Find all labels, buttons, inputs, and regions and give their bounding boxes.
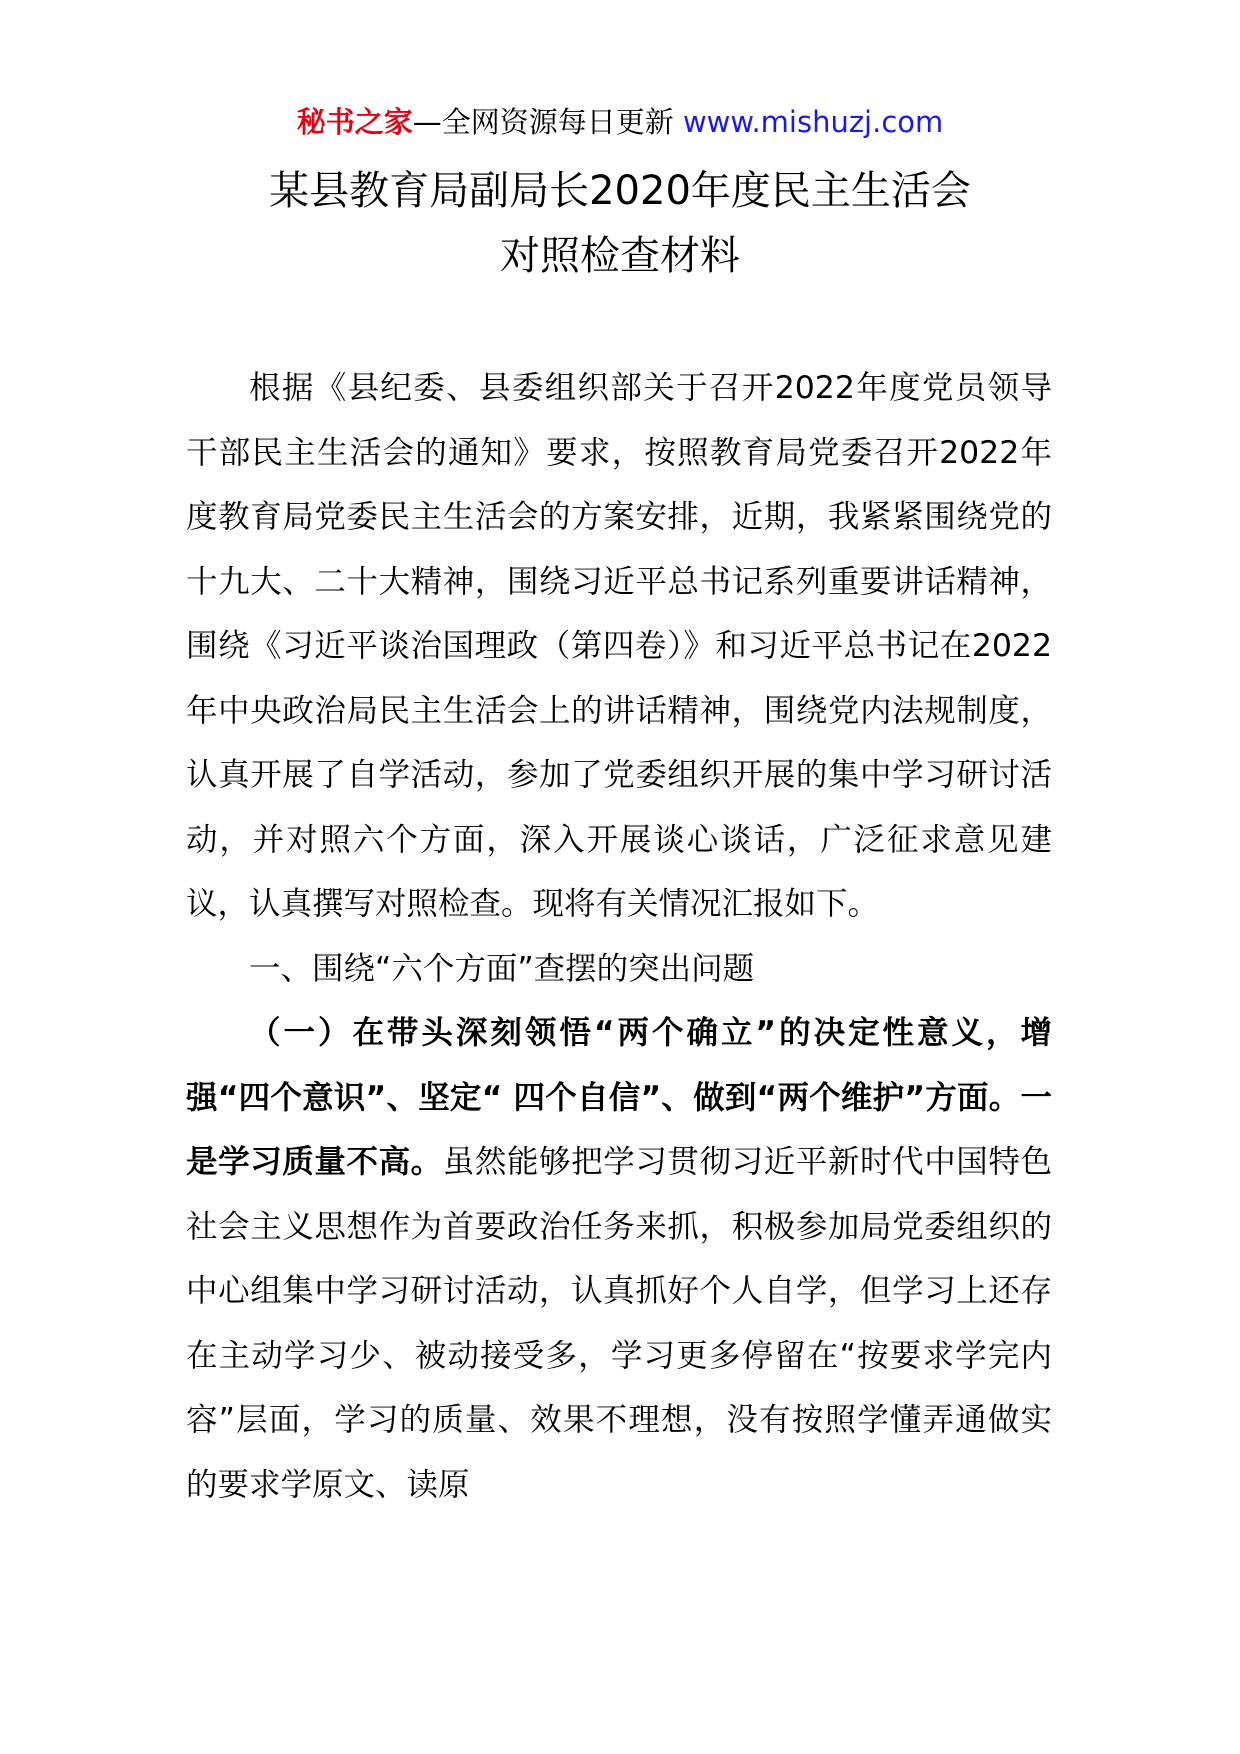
site-slogan: —全网资源每日更新 — [412, 105, 683, 139]
section-heading: 一、围绕“六个方面”查摆的突出问题 — [249, 950, 755, 987]
document-body — [186, 356, 1052, 1517]
subsection-heading: （一）在带头深刻领悟“两个确立”的决定性意义，增强“四个意识”、坚定“ 四个自信”、做到“两个维护”方面。 — [186, 1015, 1052, 1116]
document-title-line1: 某县教育局副局长2020年度民主生活会 — [269, 168, 971, 214]
point-text: 虽然能够把学习贯彻习近平新时代中国特色社会主义思想作为首要政治任务来抓，积极参加局党委组织的中心组集中学习研讨活动，认真抓好个人自学，但学习上还存在主动学习少、被动接受多，学习更多停留在“按要求学完内容”层面，学习的质量、效果不理想，没有按照学懂弄通做实的要求学原文、读原 — [186, 1144, 1052, 1503]
point-label: 一是学习质量不高。 — [186, 1079, 1052, 1180]
intro-paragraph: 根据《县纪委、县委组织部关于召开2022年度党员领导干部民主生活会的通知》要求，按照教育局党委召开2022年度教育局党委民主生活会的方案安排，近期，我紧紧围绕党的十九大、二十大精神，围绕习近平总书记系列重要讲话精神，围绕《习近平谈治国理政（第四卷）》和习近平总书记在2022年中央政治局民主生活会上的讲话精神，围绕党内法规制度，认真开展了自学活动，参加了党委组织开展的集中学习研讨活动，并对照六个方面，深入开展谈心谈话，广泛征求意见建议，认真撰写对照检查。现将有关情况汇报如下。 — [186, 370, 1052, 922]
site-url-link[interactable]: www.mishuzj.com — [682, 105, 944, 139]
document-title-line2: 对照检查材料 — [500, 233, 740, 279]
site-brand: 秘书之家 — [296, 105, 413, 139]
subsection-paragraph — [186, 1001, 1052, 1517]
site-header — [0, 102, 1240, 142]
